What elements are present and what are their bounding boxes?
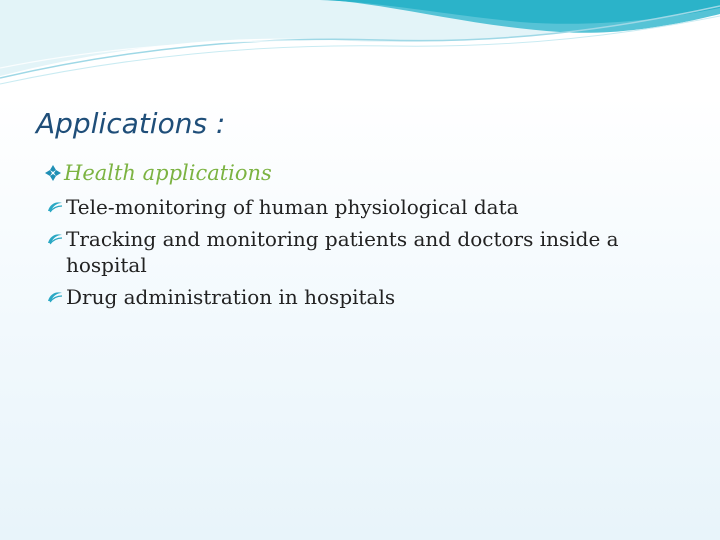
bullet-list (44, 156, 684, 316)
diamond-bullet-icon (44, 164, 62, 182)
list-item (44, 226, 684, 278)
swoosh-bullet-icon (46, 232, 64, 246)
list-item-text: Tele-monitoring of human physiological data (66, 195, 519, 219)
list-item (44, 284, 684, 310)
swoosh-bullet-icon (46, 200, 64, 214)
swoosh-bullet-icon (46, 290, 64, 304)
header-wave-decoration (0, 0, 720, 90)
slide-title: Applications : (36, 107, 226, 140)
list-item-text: Tracking and monitoring patients and doctors inside a hospital (66, 227, 619, 277)
heading-text: Health applications (64, 161, 272, 185)
heading-health-applications (44, 156, 684, 190)
list-item (44, 194, 684, 220)
list-item-text: Drug administration in hospitals (66, 285, 396, 309)
